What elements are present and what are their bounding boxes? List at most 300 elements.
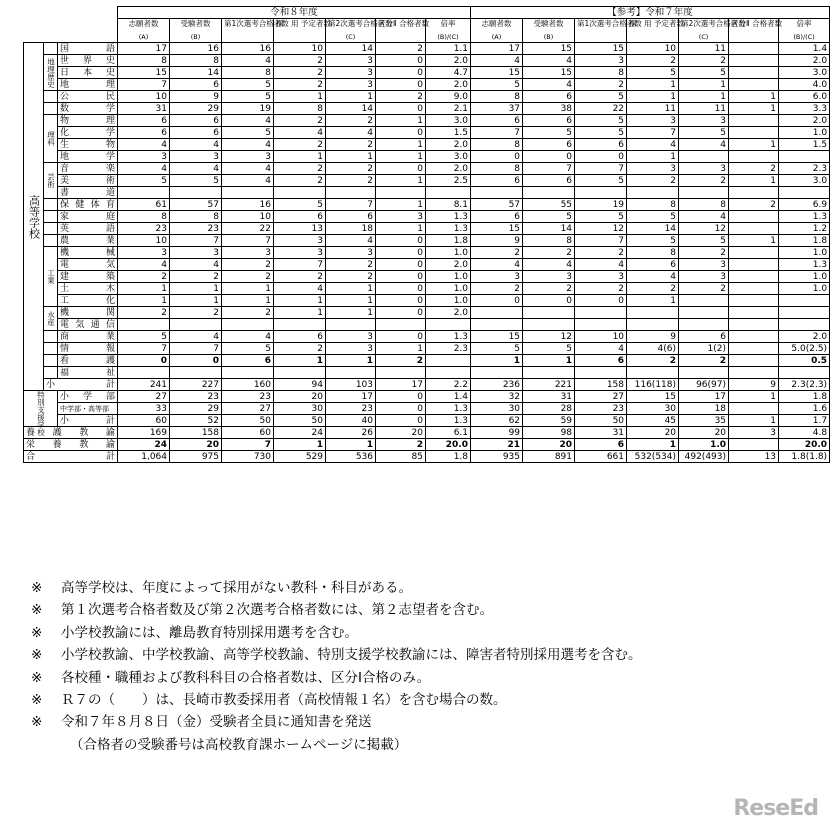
row-label: 公 民 bbox=[58, 91, 118, 103]
cell-r7-2 bbox=[575, 319, 627, 331]
cell-r8-2: 2 bbox=[222, 259, 274, 271]
cell-r7-6: 1.8 bbox=[779, 391, 830, 403]
cell-r8-1: 4 bbox=[170, 259, 222, 271]
table-row bbox=[24, 91, 830, 103]
cell-r8-0: 4 bbox=[118, 163, 170, 175]
cell-r7-5: 2 bbox=[729, 199, 779, 211]
cell-r7-4: 1 bbox=[679, 91, 729, 103]
cell-r8-3: 3 bbox=[274, 235, 326, 247]
cell-r8-4: 2 bbox=[326, 271, 376, 283]
cell-r7-1: 5 bbox=[523, 127, 575, 139]
cell-r8-2: 16 bbox=[222, 43, 274, 55]
cell-r7-1: 28 bbox=[523, 403, 575, 415]
cell-r7-1: 38 bbox=[523, 103, 575, 115]
cell-r7-6: 4.8 bbox=[779, 427, 830, 439]
cell-r7-0: 935 bbox=[471, 451, 523, 463]
cell-r8-5: 0 bbox=[376, 403, 426, 415]
cell-r7-2: 6 bbox=[575, 355, 627, 367]
cell-r8-2: 730 bbox=[222, 451, 274, 463]
cell-r8-2: 50 bbox=[222, 415, 274, 427]
row-label: 看 護 bbox=[58, 355, 118, 367]
cell-r8-1: 23 bbox=[170, 391, 222, 403]
results-table bbox=[23, 6, 830, 463]
cell-r8-3: 13 bbox=[274, 223, 326, 235]
cell-r8-5: 0 bbox=[376, 391, 426, 403]
cell-r8-3: 2 bbox=[274, 271, 326, 283]
cell-r8-0: 8 bbox=[118, 55, 170, 67]
row-label: 物 理 bbox=[58, 115, 118, 127]
cell-r8-6: 6.1 bbox=[426, 427, 471, 439]
cell-r8-2: 19 bbox=[222, 103, 274, 115]
cell-r8-2: 2 bbox=[222, 271, 274, 283]
cell-r7-0: 17 bbox=[471, 43, 523, 55]
cell-r8-4: 3 bbox=[326, 55, 376, 67]
cell-r7-1: 6 bbox=[523, 139, 575, 151]
cell-r7-1: 0 bbox=[523, 295, 575, 307]
column-header-text: 受験者数 bbox=[533, 19, 564, 28]
cell-r7-5: 1 bbox=[729, 235, 779, 247]
cell-r7-4: 17 bbox=[679, 391, 729, 403]
cell-r8-3: 3 bbox=[274, 247, 326, 259]
cell-r7-0: 236 bbox=[471, 379, 523, 391]
cell-r8-0: 33 bbox=[118, 403, 170, 415]
cell-r8-1: 3 bbox=[170, 247, 222, 259]
cell-r7-5: 1 bbox=[729, 139, 779, 151]
row-label: 日本史 bbox=[58, 67, 118, 79]
column-header-text: 第2次選考合格者数 bbox=[328, 19, 393, 28]
note-item bbox=[31, 689, 801, 711]
cell-r7-2: 661 bbox=[575, 451, 627, 463]
cell-r7-4: 1.0 bbox=[679, 439, 729, 451]
column-header-text: 倍率 bbox=[796, 19, 812, 28]
cell-r8-2 bbox=[222, 367, 274, 379]
cell-r8-2: 6 bbox=[222, 355, 274, 367]
note-text: 各校種・職種および教科科目の合格者数は、区分Ⅰ合格のみ。 bbox=[61, 669, 431, 686]
cell-r7-4: 5 bbox=[679, 235, 729, 247]
cell-r8-1: 52 bbox=[170, 415, 222, 427]
cell-r7-3: 3 bbox=[627, 115, 679, 127]
cell-r8-1: 8 bbox=[170, 55, 222, 67]
cell-r7-1: 15 bbox=[523, 43, 575, 55]
cell-r8-6 bbox=[426, 319, 471, 331]
table-row bbox=[24, 415, 830, 427]
cell-r7-5 bbox=[729, 55, 779, 67]
cell-r8-1: 4 bbox=[170, 331, 222, 343]
cell-r8-4: 3 bbox=[326, 79, 376, 91]
cell-r7-6: 20.0 bbox=[779, 439, 830, 451]
cell-r7-2: 10 bbox=[575, 331, 627, 343]
note-mark: ※ bbox=[31, 624, 43, 641]
cell-r7-6: 1.8(1.8) bbox=[779, 451, 830, 463]
cell-r8-4: 23 bbox=[326, 403, 376, 415]
row-label: 国 語 bbox=[58, 43, 118, 55]
cell-r8-1: 5 bbox=[170, 175, 222, 187]
cell-r7-5: 1 bbox=[729, 415, 779, 427]
cell-r7-1: 5 bbox=[523, 343, 575, 355]
note-text: 小学校教諭、中学校教諭、高等学校教諭、特別支援学校教諭には、障害者特別採用選考を含む。 bbox=[61, 647, 642, 664]
cell-r8-3: 1 bbox=[274, 151, 326, 163]
cell-r7-6: 5.0(2.5) bbox=[779, 343, 830, 355]
cell-r7-4: 3 bbox=[679, 163, 729, 175]
table-row bbox=[24, 235, 830, 247]
cell-r8-0: 2 bbox=[118, 271, 170, 283]
cell-r7-2: 15 bbox=[575, 43, 627, 55]
group-koto: 高等学校 bbox=[24, 43, 44, 391]
cell-r8-3: 1 bbox=[274, 439, 326, 451]
column-header-sub: (A) bbox=[491, 33, 502, 41]
cell-r7-1: 4 bbox=[523, 259, 575, 271]
cell-r7-5: 9 bbox=[729, 379, 779, 391]
cell-r8-3: 2 bbox=[274, 139, 326, 151]
cell-r7-5 bbox=[729, 259, 779, 271]
cell-r8-0: 6 bbox=[118, 115, 170, 127]
row-label: 工 化 bbox=[58, 295, 118, 307]
cell-r7-0: 15 bbox=[471, 67, 523, 79]
cell-r8-1: 4 bbox=[170, 163, 222, 175]
column-header-sub: (C) bbox=[345, 33, 356, 41]
corner-cell bbox=[24, 7, 118, 43]
table-row bbox=[24, 427, 830, 439]
cell-r8-6: 1.4 bbox=[426, 391, 471, 403]
cell-r7-3: 20 bbox=[627, 427, 679, 439]
cell-r8-6: 2.5 bbox=[426, 175, 471, 187]
cell-r8-4: 2 bbox=[326, 163, 376, 175]
cell-r8-6 bbox=[426, 355, 471, 367]
cell-r7-1: 98 bbox=[523, 427, 575, 439]
cell-r7-2: 5 bbox=[575, 127, 627, 139]
cell-r8-1: 227 bbox=[170, 379, 222, 391]
cell-r7-5: 1 bbox=[729, 103, 779, 115]
cell-r8-4: 1 bbox=[326, 91, 376, 103]
cell-r8-4: 2 bbox=[326, 259, 376, 271]
cell-r8-5: 0 bbox=[376, 415, 426, 427]
cell-r7-0: 37 bbox=[471, 103, 523, 115]
table-row bbox=[24, 451, 830, 463]
note-text: 令和７年８月８日（金）受験者全員に通知書を発送 bbox=[61, 714, 372, 731]
cell-r8-0: 31 bbox=[118, 103, 170, 115]
cell-r7-4: 1 bbox=[679, 79, 729, 91]
cell-r8-2: 3 bbox=[222, 151, 274, 163]
cell-r7-0: 62 bbox=[471, 415, 523, 427]
cell-r8-3 bbox=[274, 319, 326, 331]
cell-r8-4: 3 bbox=[326, 343, 376, 355]
cell-r8-5: 1 bbox=[376, 199, 426, 211]
cell-r7-4: 2 bbox=[679, 175, 729, 187]
cell-r7-2: 27 bbox=[575, 391, 627, 403]
cell-r8-3: 2 bbox=[274, 67, 326, 79]
cell-r8-6: 1.3 bbox=[426, 403, 471, 415]
cell-r7-5 bbox=[729, 343, 779, 355]
cell-r8-6: 3.0 bbox=[426, 151, 471, 163]
cell-r8-2: 4 bbox=[222, 115, 274, 127]
cell-r8-2: 22 bbox=[222, 223, 274, 235]
cell-r7-5: 1 bbox=[729, 391, 779, 403]
cell-r8-0: 15 bbox=[118, 67, 170, 79]
cell-r7-6: 1.0 bbox=[779, 271, 830, 283]
subgroup-blank bbox=[44, 211, 58, 223]
column-header-r7-0 bbox=[471, 19, 523, 43]
row-label: 世界史 bbox=[58, 55, 118, 67]
cell-r7-4: 2 bbox=[679, 355, 729, 367]
table-row bbox=[24, 127, 830, 139]
cell-r8-0: 169 bbox=[118, 427, 170, 439]
cell-r7-3: 1 bbox=[627, 79, 679, 91]
cell-r8-4: 2 bbox=[326, 115, 376, 127]
cell-r7-3: 2 bbox=[627, 55, 679, 67]
row-label: 福 祉 bbox=[58, 367, 118, 379]
cell-r7-2: 5 bbox=[575, 211, 627, 223]
cell-r7-3: 2 bbox=[627, 175, 679, 187]
cell-r7-6: 3.0 bbox=[779, 67, 830, 79]
cell-r8-0: 0 bbox=[118, 355, 170, 367]
cell-r8-1: 20 bbox=[170, 439, 222, 451]
cell-r7-2: 19 bbox=[575, 199, 627, 211]
note-mark: ※ bbox=[31, 714, 43, 731]
cell-r8-5: 0 bbox=[376, 295, 426, 307]
cell-r8-6: 2.0 bbox=[426, 79, 471, 91]
column-header-text: 区分Ⅱ 合格者数 bbox=[731, 19, 783, 28]
cell-r7-2: 50 bbox=[575, 415, 627, 427]
subgroup-blank bbox=[44, 331, 58, 343]
table-row bbox=[24, 43, 830, 55]
row-label: 化 学 bbox=[58, 127, 118, 139]
cell-r8-3: 1 bbox=[274, 307, 326, 319]
cell-r8-4: 2 bbox=[326, 139, 376, 151]
table-row bbox=[24, 271, 830, 283]
cell-r7-3: 116(118) bbox=[627, 379, 679, 391]
cell-r8-6: 20.0 bbox=[426, 439, 471, 451]
column-header-r8-6 bbox=[426, 19, 471, 43]
column-header-sub: (B)/(C) bbox=[437, 33, 459, 41]
cell-r8-2: 60 bbox=[222, 427, 274, 439]
cell-r7-2: 6 bbox=[575, 439, 627, 451]
note-item bbox=[31, 599, 801, 621]
cell-r8-5: 17 bbox=[376, 379, 426, 391]
cell-r7-5 bbox=[729, 283, 779, 295]
cell-r7-3: 5 bbox=[627, 211, 679, 223]
row-label: 電 気 bbox=[58, 259, 118, 271]
cell-r8-6: 2.1 bbox=[426, 103, 471, 115]
cell-r7-6: 1.4 bbox=[779, 43, 830, 55]
cell-r7-5 bbox=[729, 67, 779, 79]
cell-r8-3 bbox=[274, 367, 326, 379]
cell-r8-5: 1 bbox=[376, 175, 426, 187]
row-label: 地 理 bbox=[58, 79, 118, 91]
cell-r7-5 bbox=[729, 439, 779, 451]
cell-r8-1: 23 bbox=[170, 223, 222, 235]
cell-r7-4: 20 bbox=[679, 427, 729, 439]
cell-r7-3: 5 bbox=[627, 67, 679, 79]
cell-r7-5 bbox=[729, 211, 779, 223]
column-header-r8-2 bbox=[222, 19, 289, 43]
cell-r7-0: 0 bbox=[471, 295, 523, 307]
cell-r7-6: 1.7 bbox=[779, 415, 830, 427]
cell-r7-1 bbox=[523, 319, 575, 331]
cell-r8-1: 7 bbox=[170, 235, 222, 247]
cell-r7-3: 4 bbox=[627, 271, 679, 283]
cell-r8-5: 0 bbox=[376, 103, 426, 115]
cell-r8-5: 1 bbox=[376, 151, 426, 163]
cell-r7-2: 2 bbox=[575, 283, 627, 295]
table-row bbox=[24, 391, 830, 403]
note-mark: ※ bbox=[31, 669, 43, 686]
cell-r8-6: 8.1 bbox=[426, 199, 471, 211]
cell-r8-4: 2 bbox=[326, 175, 376, 187]
cell-r8-4: 6 bbox=[326, 211, 376, 223]
cell-r8-2: 5 bbox=[222, 343, 274, 355]
cell-r8-0 bbox=[118, 319, 170, 331]
table-row bbox=[24, 175, 830, 187]
cell-r8-1: 8 bbox=[170, 211, 222, 223]
cell-r7-6 bbox=[779, 295, 830, 307]
cell-r8-4 bbox=[326, 319, 376, 331]
cell-r7-0: 4 bbox=[471, 55, 523, 67]
cell-r7-1: 15 bbox=[523, 67, 575, 79]
cell-r7-1: 4 bbox=[523, 79, 575, 91]
cell-r8-6: 1.5 bbox=[426, 127, 471, 139]
note-mark: ※ bbox=[31, 647, 43, 664]
cell-r7-2 bbox=[575, 307, 627, 319]
cell-r7-6: 0.5 bbox=[779, 355, 830, 367]
cell-r7-3: 15 bbox=[627, 391, 679, 403]
cell-r8-3: 7 bbox=[274, 259, 326, 271]
cell-r7-0: 30 bbox=[471, 403, 523, 415]
cell-r7-2: 0 bbox=[575, 295, 627, 307]
cell-r7-6 bbox=[779, 319, 830, 331]
cell-r7-5 bbox=[729, 127, 779, 139]
cell-r7-2: 7 bbox=[575, 235, 627, 247]
cell-r8-2: 23 bbox=[222, 391, 274, 403]
table-row bbox=[24, 355, 830, 367]
column-header-text: 志願者数 bbox=[128, 19, 159, 28]
cell-r8-3: 529 bbox=[274, 451, 326, 463]
row-label: 農 業 bbox=[58, 235, 118, 247]
cell-r8-5: 0 bbox=[376, 55, 426, 67]
cell-r7-4: 35 bbox=[679, 415, 729, 427]
cell-r7-1: 8 bbox=[523, 235, 575, 247]
cell-r7-5 bbox=[729, 223, 779, 235]
cell-r7-6: 1.6 bbox=[779, 403, 830, 415]
cell-r7-6: 2.3(2.3) bbox=[779, 379, 830, 391]
table-row bbox=[24, 343, 830, 355]
cell-r8-6: 2.0 bbox=[426, 163, 471, 175]
cell-r7-1: 1 bbox=[523, 355, 575, 367]
cell-r7-0 bbox=[471, 367, 523, 379]
resemom-logo: ReseEd bbox=[733, 796, 818, 821]
cell-r7-3: 45 bbox=[627, 415, 679, 427]
cell-r8-0: 10 bbox=[118, 235, 170, 247]
table-row bbox=[24, 55, 830, 67]
row-label: 建 築 bbox=[58, 271, 118, 283]
column-header-r8-4 bbox=[326, 19, 393, 43]
cell-r8-0: 10 bbox=[118, 91, 170, 103]
cell-r8-3: 4 bbox=[274, 127, 326, 139]
cell-r7-4: 2 bbox=[679, 55, 729, 67]
cell-r8-3: 8 bbox=[274, 103, 326, 115]
cell-r7-0 bbox=[471, 319, 523, 331]
table-row bbox=[24, 139, 830, 151]
cell-r8-4: 1 bbox=[326, 283, 376, 295]
cell-r8-2: 10 bbox=[222, 211, 274, 223]
cell-r7-0: 15 bbox=[471, 331, 523, 343]
cell-r8-5: 0 bbox=[376, 163, 426, 175]
cell-r8-1 bbox=[170, 187, 222, 199]
cell-r8-6: 1.8 bbox=[426, 451, 471, 463]
column-header-r7-5 bbox=[729, 19, 783, 43]
cell-r8-5: 20 bbox=[376, 427, 426, 439]
cell-r7-3: 7 bbox=[627, 127, 679, 139]
cell-r7-6 bbox=[779, 151, 830, 163]
row-label: 美 術 bbox=[58, 175, 118, 187]
cell-r8-4: 4 bbox=[326, 127, 376, 139]
note-text: Ｒ７の（ ）は、長崎市教委採用者（高校情報１名）を含む場合の数。 bbox=[61, 692, 507, 709]
cell-r8-4: 40 bbox=[326, 415, 376, 427]
cell-r7-6: 2.3 bbox=[779, 163, 830, 175]
note-item bbox=[31, 622, 801, 644]
cell-r7-2 bbox=[575, 367, 627, 379]
cell-r8-3: 2 bbox=[274, 55, 326, 67]
cell-r8-6: 2.0 bbox=[426, 307, 471, 319]
table-row bbox=[24, 403, 830, 415]
cell-r7-5 bbox=[729, 187, 779, 199]
cell-r7-0: 4 bbox=[471, 259, 523, 271]
cell-r8-6: 1.3 bbox=[426, 415, 471, 427]
cell-r8-0 bbox=[118, 187, 170, 199]
cell-r7-0: 57 bbox=[471, 199, 523, 211]
table-row bbox=[24, 367, 830, 379]
row-label: 英 語 bbox=[58, 223, 118, 235]
column-header-text: 受験者数 bbox=[180, 19, 211, 28]
group-tokushi: 特別支援学校 bbox=[24, 391, 58, 427]
cell-r8-0: 2 bbox=[118, 307, 170, 319]
results-table-container bbox=[23, 6, 828, 463]
cell-r7-6: 3.3 bbox=[779, 103, 830, 115]
group-kogyo: 工業 bbox=[44, 247, 58, 307]
cell-r8-0: 5 bbox=[118, 175, 170, 187]
note-item bbox=[31, 667, 801, 689]
cell-r7-2: 8 bbox=[575, 67, 627, 79]
cell-r7-3: 1 bbox=[627, 151, 679, 163]
cell-r7-2: 23 bbox=[575, 403, 627, 415]
cell-r8-2: 4 bbox=[222, 55, 274, 67]
cell-r7-6: 6.9 bbox=[779, 199, 830, 211]
header-col-row bbox=[24, 19, 830, 43]
notes-section bbox=[31, 577, 801, 756]
cell-r8-0: 17 bbox=[118, 43, 170, 55]
cell-r8-2: 7 bbox=[222, 235, 274, 247]
cell-r8-0: 8 bbox=[118, 211, 170, 223]
table-row bbox=[24, 247, 830, 259]
cell-r8-5: 1 bbox=[376, 115, 426, 127]
cell-r7-1: 31 bbox=[523, 391, 575, 403]
cell-r7-2: 3 bbox=[575, 271, 627, 283]
cell-r7-4: 3 bbox=[679, 115, 729, 127]
subgroup-blank bbox=[44, 103, 58, 115]
cell-r8-1: 3 bbox=[170, 151, 222, 163]
cell-r8-3: 2 bbox=[274, 343, 326, 355]
cell-r7-6: 1.2 bbox=[779, 223, 830, 235]
group-chiri: 地理歴史 bbox=[44, 55, 58, 91]
cell-r7-4 bbox=[679, 367, 729, 379]
cell-r8-4: 1 bbox=[326, 439, 376, 451]
cell-r7-5 bbox=[729, 331, 779, 343]
subgroup-blank bbox=[44, 43, 58, 55]
column-header-text: 第1次選考合格者数 bbox=[224, 19, 289, 28]
cell-r8-0 bbox=[118, 367, 170, 379]
cell-r8-0: 23 bbox=[118, 223, 170, 235]
subgroup-blank bbox=[44, 367, 58, 379]
cell-r8-5: 0 bbox=[376, 271, 426, 283]
